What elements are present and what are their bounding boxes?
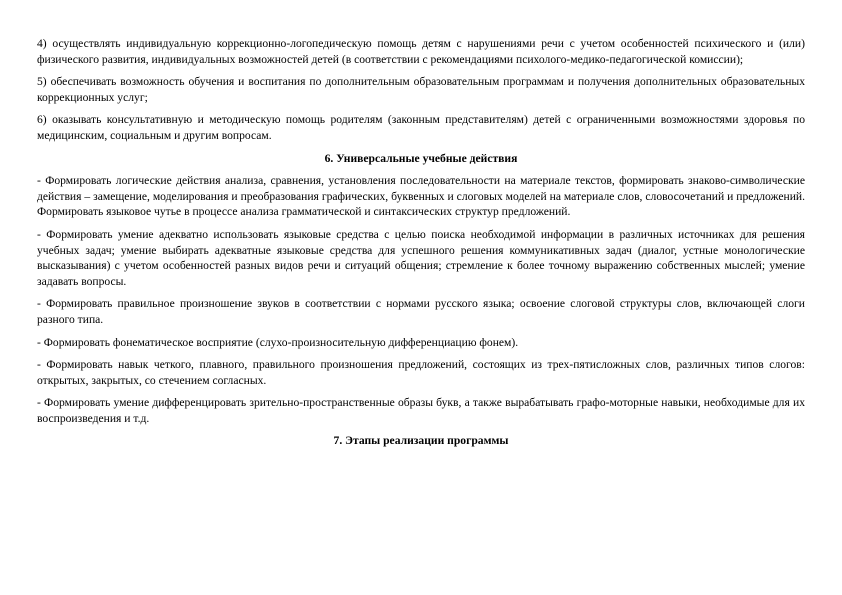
uud-sentence-pronunciation: - Формировать навык четкого, плавного, правильного произношения предложений, состоящих из трех-пятисложных слов, различных типов слогов: открытых, закрытых, со стечением согласных. bbox=[37, 358, 805, 387]
uud-logical-actions: - Формировать логические действия анализа, сравнения, установления последовательности на материале текстов, формировать знаково-символические действия – замещение, моделирования и преобразования графических, буквенных и слоговых моделей на материале слов, словосочетаний и предложений. Формировать языковое чутье в процессе анализа грамматической и синтаксических структур предложений. bbox=[37, 174, 805, 219]
section-6-heading: 6. Универсальные учебные действия bbox=[324, 151, 518, 165]
paragraph-item-5: 5) обеспечивать возможность обучения и воспитания по дополнительным образовательным программам и получения дополнительных образовательных коррекционных услуг; bbox=[37, 75, 805, 104]
document-page bbox=[37, 36, 805, 456]
uud-phonemic-perception: - Формировать фонематическое восприятие (слухо-произносительную дифференциацию фонем). bbox=[37, 335, 519, 349]
uud-pronunciation: - Формировать правильное произношение звуков в соответствии с нормами русского языка; освоение слоговой структуры слов, включающей слоги разного типа. bbox=[37, 297, 805, 326]
uud-language-means: - Формировать умение адекватно использовать языковые средства с целью поиска необходимой информации в различных источниках для решения учебных задач; умение выбирать адекватные языковые средства для успешного решения коммуникативных задач (диалог, устные монологические высказывания) с учетом особенностей разных видов речи и ситуаций общения; стремление к более точному выражению собственных мыслей; умение задавать вопросы. bbox=[37, 227, 805, 288]
paragraph-item-4: 4) осуществлять индивидуальную коррекционно-логопедическую помощь детям с нарушениями речи с учетом особенностей психического и (или) физического развития, индивидуальных возможностей детей (в соответствии с рекомендациями психолого-медико-педагогической комиссии); bbox=[37, 37, 805, 66]
uud-visual-spatial: - Формировать умение дифференцировать зрительно-пространственные образы букв, а также вырабатывать графо-моторные навыки, необходимые для их воспроизведения и т.д. bbox=[37, 396, 805, 425]
section-7-heading: 7. Этапы реализации программы bbox=[333, 434, 509, 448]
paragraph-item-6: 6) оказывать консультативную и методическую помощь родителям (законным представителям) детей с ограниченными возможностями здоровья по медицинским, социальным и другим вопросам. bbox=[37, 113, 805, 142]
